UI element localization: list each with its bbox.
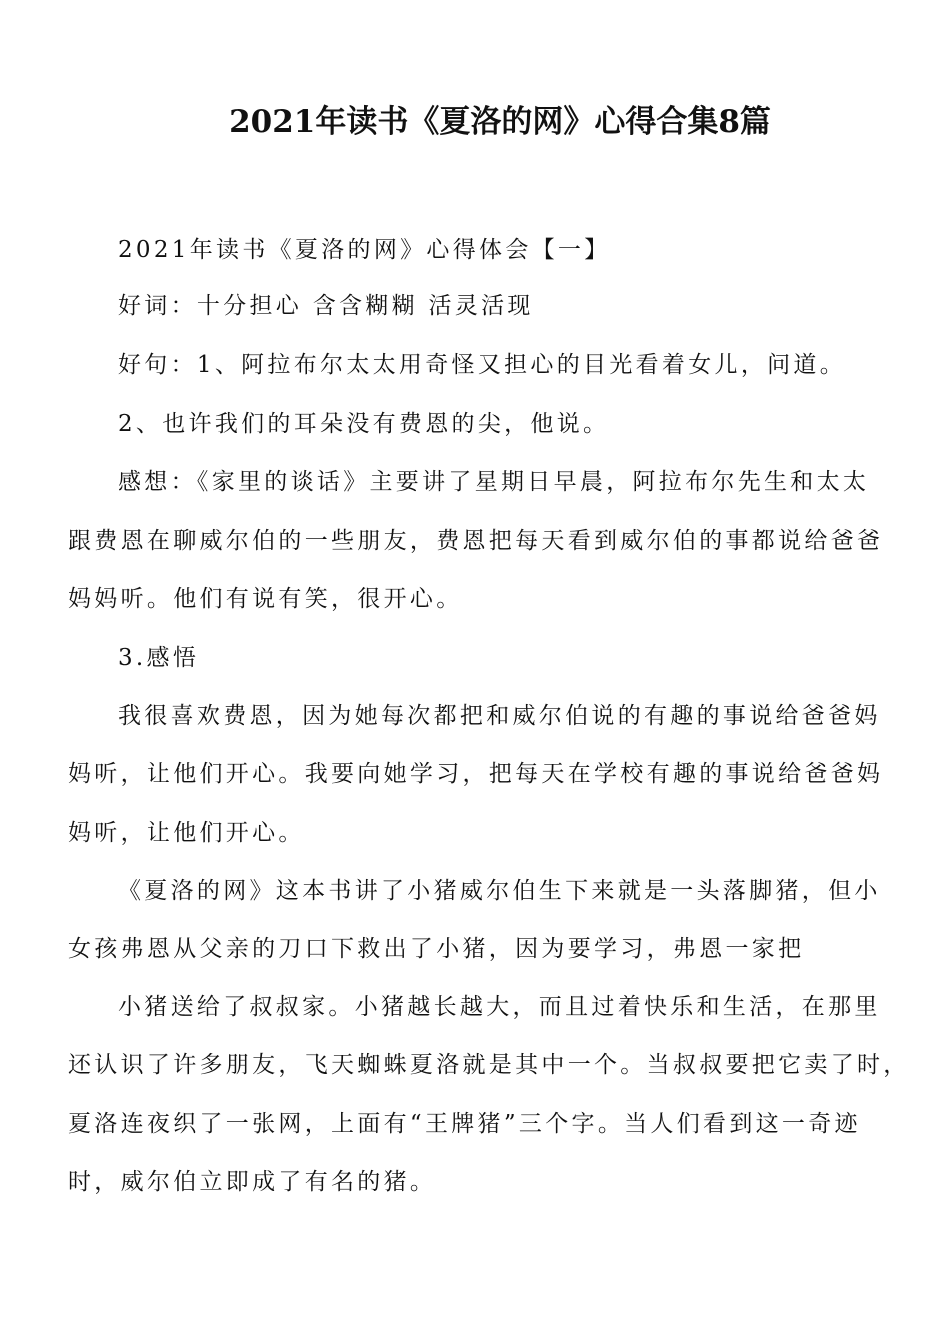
paragraph-line: 妈听，让他们开心。我要向她学习，把每天在学校有趣的事说给爸爸妈 <box>68 761 884 787</box>
paragraph-line: 我很喜欢费恩，因为她每次都把和威尔伯说的有趣的事说给爸爸妈 <box>118 703 881 729</box>
paragraph-line: 妈听，让他们开心。 <box>68 820 305 846</box>
paragraph-line: 感想：《家里的谈话》主要讲了星期日早晨，阿拉布尔先生和太太 <box>118 469 870 495</box>
paragraph-line: 女孩弗恩从父亲的刀口下救出了小猪，因为要学习，弗恩一家把 <box>68 936 805 962</box>
subheading-line: 3.感悟 <box>118 645 200 671</box>
good-words-line: 好词：十分担心 含含糊糊 活灵活现 <box>118 293 534 319</box>
paragraph-line: 夏洛连夜织了一张网，上面有“王牌猪”三个字。当人们看到这一奇迹 <box>68 1111 861 1137</box>
paragraph-line: 《夏洛的网》这本书讲了小猪威尔伯生下来就是一头落脚猪，但小 <box>118 878 881 904</box>
paragraph-line: 妈妈听。他们有说有笑，很开心。 <box>68 586 463 612</box>
section-heading: 2021年读书《夏洛的网》心得体会【一】 <box>118 237 611 263</box>
paragraph-line: 小猪送给了叔叔家。小猪越长越大，而且过着快乐和生活，在那里 <box>118 994 881 1020</box>
paragraph-line: 跟费恩在聊威尔伯的一些朋友，费恩把每天看到威尔伯的事都说给爸爸 <box>68 528 884 554</box>
paragraph-line: 时，威尔伯立即成了有名的猪。 <box>68 1169 437 1195</box>
good-sentence-line-1: 好句：1、阿拉布尔太太用奇怪又担心的目光看着女儿，问道。 <box>118 352 847 378</box>
good-sentence-line-2: 2、也许我们的耳朵没有费恩的尖，他说。 <box>118 411 610 437</box>
paragraph-line: 还认识了许多朋友，飞天蜘蛛夏洛就是其中一个。当叔叔要把它卖了时， <box>68 1052 910 1078</box>
document-title: 2021年读书《夏洛的网》心得合集8篇 <box>229 104 771 140</box>
